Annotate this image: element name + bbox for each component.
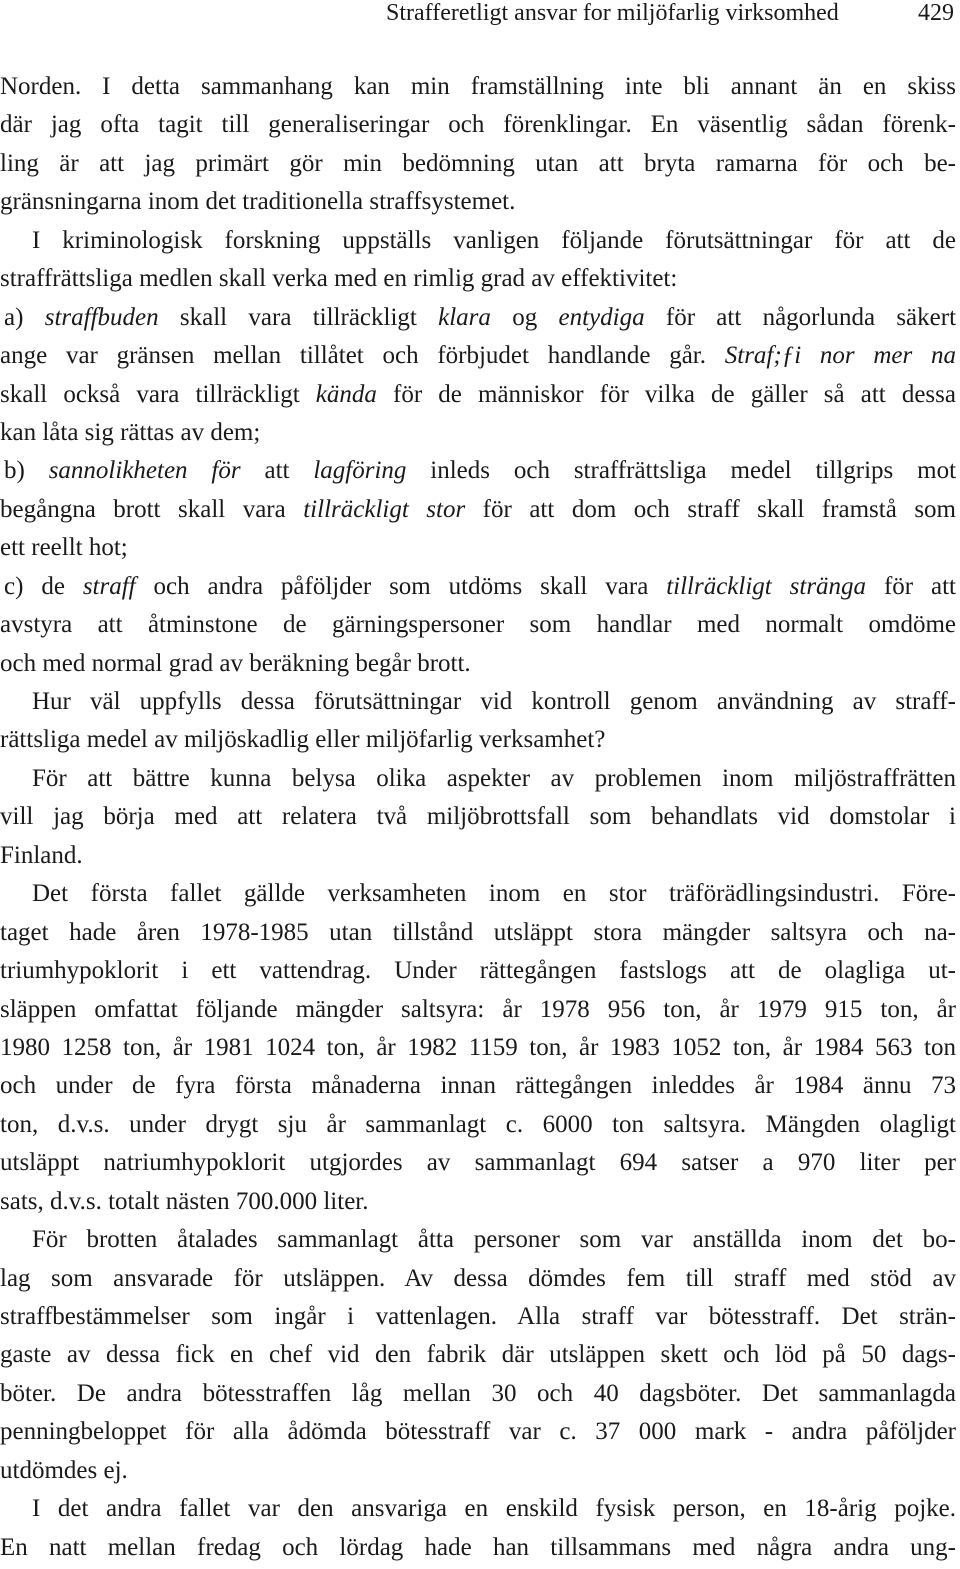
italic-term: Straf;ƒi nor mer na	[724, 342, 956, 370]
text-run: gränsningarna inom det traditionella straffsystemet.	[0, 188, 516, 216]
text-run: ling är att jag primärt gör min bedömning utan att bryta ramarna för och be-	[0, 149, 956, 177]
text-line	[0, 1260, 956, 1298]
text-line	[0, 106, 956, 144]
text-line	[0, 606, 956, 644]
text-line	[0, 683, 956, 721]
running-header	[0, 0, 960, 28]
text-line	[0, 1452, 956, 1490]
italic-term: sannolikheten för	[48, 457, 241, 485]
text-run: utsläppt natriumhypoklorit utgjordes av sammanlagt 694 satser a 970 liter per	[0, 1149, 956, 1177]
text-run: En natt mellan fredag och lördag hade han tillsammans med några andra ung-	[0, 1533, 956, 1561]
text-run: straffrättsliga medlen skall verka med en rimlig grad av effektivitet:	[0, 265, 678, 293]
text-line	[0, 1221, 956, 1259]
text-run: vill jag börja med att relatera två miljöbrottsfall som behandlats vid domstolar i	[0, 803, 956, 831]
text-run: taget hade åren 1978-1985 utan tillstånd utsläppt stora mängder saltsyra och na-	[0, 918, 956, 946]
text-run: gaste av dessa fick en chef vid den fabrik där utsläppen skett och löd på 50 dags-	[0, 1341, 956, 1369]
text-line	[0, 760, 956, 798]
italic-term: tillräckligt stor	[303, 495, 466, 523]
text-line	[0, 1413, 956, 1451]
text-run: I kriminologisk forskning uppställs vanligen följande förutsättningar för att de	[32, 226, 956, 254]
text-line	[0, 952, 956, 990]
italic-term: entydiga	[558, 303, 645, 331]
text-run: För att bättre kunna belysa olika aspekter av problemen inom miljöstraffrätten	[32, 764, 956, 792]
body-text	[0, 68, 956, 1567]
text-run: för att någorlunda säkert	[644, 303, 957, 331]
text-run: ett reellt hot;	[0, 534, 128, 562]
text-line	[0, 491, 956, 529]
running-title: Strafferetligt ansvar for miljöfarlig virksomhed	[386, 0, 839, 26]
text-run: För brotten åtalades sammanlagt åtta personer som var anställda inom det bo-	[32, 1226, 956, 1254]
text-run: ton, d.v.s. under drygt sju år sammanlagt c. 6000 ton saltsyra. Mängden olagligt	[0, 1110, 956, 1138]
text-run: där jag ofta tagit till generaliseringar och förenklingar. En väsentlig sådan förenk-	[0, 111, 956, 139]
text-run: og	[490, 303, 559, 331]
text-run: begångna brott skall vara	[0, 495, 304, 523]
text-line	[0, 1336, 956, 1374]
text-line	[0, 645, 956, 683]
italic-term: lagföring	[313, 457, 407, 485]
text-run: lag som ansvarade för utsläppen. Av dessa dömdes fem till straff med stöd av	[0, 1264, 956, 1292]
italic-term: straffbuden	[44, 303, 159, 331]
italic-term: straff	[82, 572, 136, 600]
text-run: b)	[4, 457, 49, 485]
text-line	[0, 68, 956, 106]
text-run: Det första fallet gällde verksamheten inom en stor träförädlingsindustri. Före-	[32, 880, 956, 908]
text-run: och under de fyra första månaderna innan rättegången inleddes år 1984 ännu 73	[0, 1072, 956, 1100]
text-line	[0, 1029, 956, 1067]
text-run: skall också vara tillräckligt	[0, 380, 316, 408]
text-run: inleds och straffrättsliga medel tillgrips mot	[406, 457, 957, 485]
text-line	[0, 452, 956, 490]
text-run: kan låta sig rättas av dem;	[0, 418, 261, 446]
text-line	[0, 1490, 956, 1528]
text-run: att	[240, 457, 314, 485]
text-run: skall vara tillräckligt	[158, 303, 439, 331]
text-run: utdömdes ej.	[0, 1456, 128, 1484]
text-line	[0, 299, 956, 337]
text-line	[0, 376, 956, 414]
text-line	[0, 183, 956, 221]
text-line	[0, 914, 956, 952]
text-line	[0, 991, 956, 1029]
italic-term: tillräckligt stränga	[666, 572, 867, 600]
text-run: c) de	[4, 572, 83, 600]
text-run: rättsliga medel av miljöskadlig eller miljöfarlig verksamhet?	[0, 726, 606, 754]
text-run: böter. De andra bötesstraffen låg mellan 30 och 40 dagsböter. Det sammanlagda	[0, 1379, 956, 1407]
text-run: släppen omfattat följande mängder saltsyra: år 1978 956 ton, år 1979 915 ton, år	[0, 995, 956, 1023]
text-line	[0, 222, 956, 260]
text-run: penningbeloppet för alla ådömda bötesstraff var c. 37 000 mark - andra påföljder	[0, 1418, 956, 1446]
text-run: Norden. I detta sammanhang kan min framställning inte bli annant än en skiss	[0, 73, 956, 100]
text-run: triumhypoklorit i ett vattendrag. Under rättegången fastslogs att de olagliga ut-	[0, 957, 956, 985]
text-line	[0, 798, 956, 836]
text-line	[0, 1067, 956, 1105]
page-number: 429	[918, 0, 954, 26]
text-run: Finland.	[0, 841, 83, 869]
text-line	[0, 1375, 956, 1413]
italic-term: kända	[315, 380, 377, 408]
text-run: för att	[866, 572, 956, 600]
text-run: straffbestämmelser som ingår i vattenlagen. Alla straff var bötesstraff. Det strän-	[0, 1303, 956, 1330]
text-line	[0, 145, 956, 183]
text-line	[0, 837, 956, 875]
text-line	[0, 1183, 956, 1221]
text-line	[0, 529, 956, 567]
italic-term: klara	[438, 303, 491, 331]
text-run: ange var gränsen mellan tillåtet och förbjudet handlande går.	[0, 342, 725, 370]
text-line	[0, 1298, 956, 1336]
text-line	[0, 1144, 956, 1182]
text-run: sats, d.v.s. totalt nästen 700.000 liter.	[0, 1187, 369, 1215]
text-line	[0, 260, 956, 298]
text-line	[0, 1529, 956, 1567]
text-run: I det andra fallet var den ansvariga en enskild fysisk person, en 18-årig pojke.	[32, 1495, 956, 1523]
text-line	[0, 721, 956, 759]
text-run: a)	[4, 303, 45, 331]
text-line	[0, 875, 956, 913]
text-run: för de människor för vilka de gäller så att dessa	[376, 380, 956, 408]
text-run: för att dom och straff skall framstå som	[465, 495, 956, 523]
text-line	[0, 414, 956, 452]
text-run: avstyra att åtminstone de gärningspersoner som handlar med normalt omdöme	[0, 611, 956, 639]
text-run: Hur väl uppfylls dessa förutsättningar vid kontroll genom användning av straff-	[32, 688, 956, 715]
text-line	[0, 1106, 956, 1144]
text-run: och andra påföljder som utdöms skall vara	[135, 572, 667, 600]
text-line	[0, 337, 956, 375]
text-run: och med normal grad av beräkning begår brott.	[0, 649, 471, 677]
text-line	[0, 568, 956, 606]
text-run: 1980 1258 ton, år 1981 1024 ton, år 1982 1159 ton, år 1983 1052 ton, år 1984 563 ton	[0, 1033, 956, 1061]
